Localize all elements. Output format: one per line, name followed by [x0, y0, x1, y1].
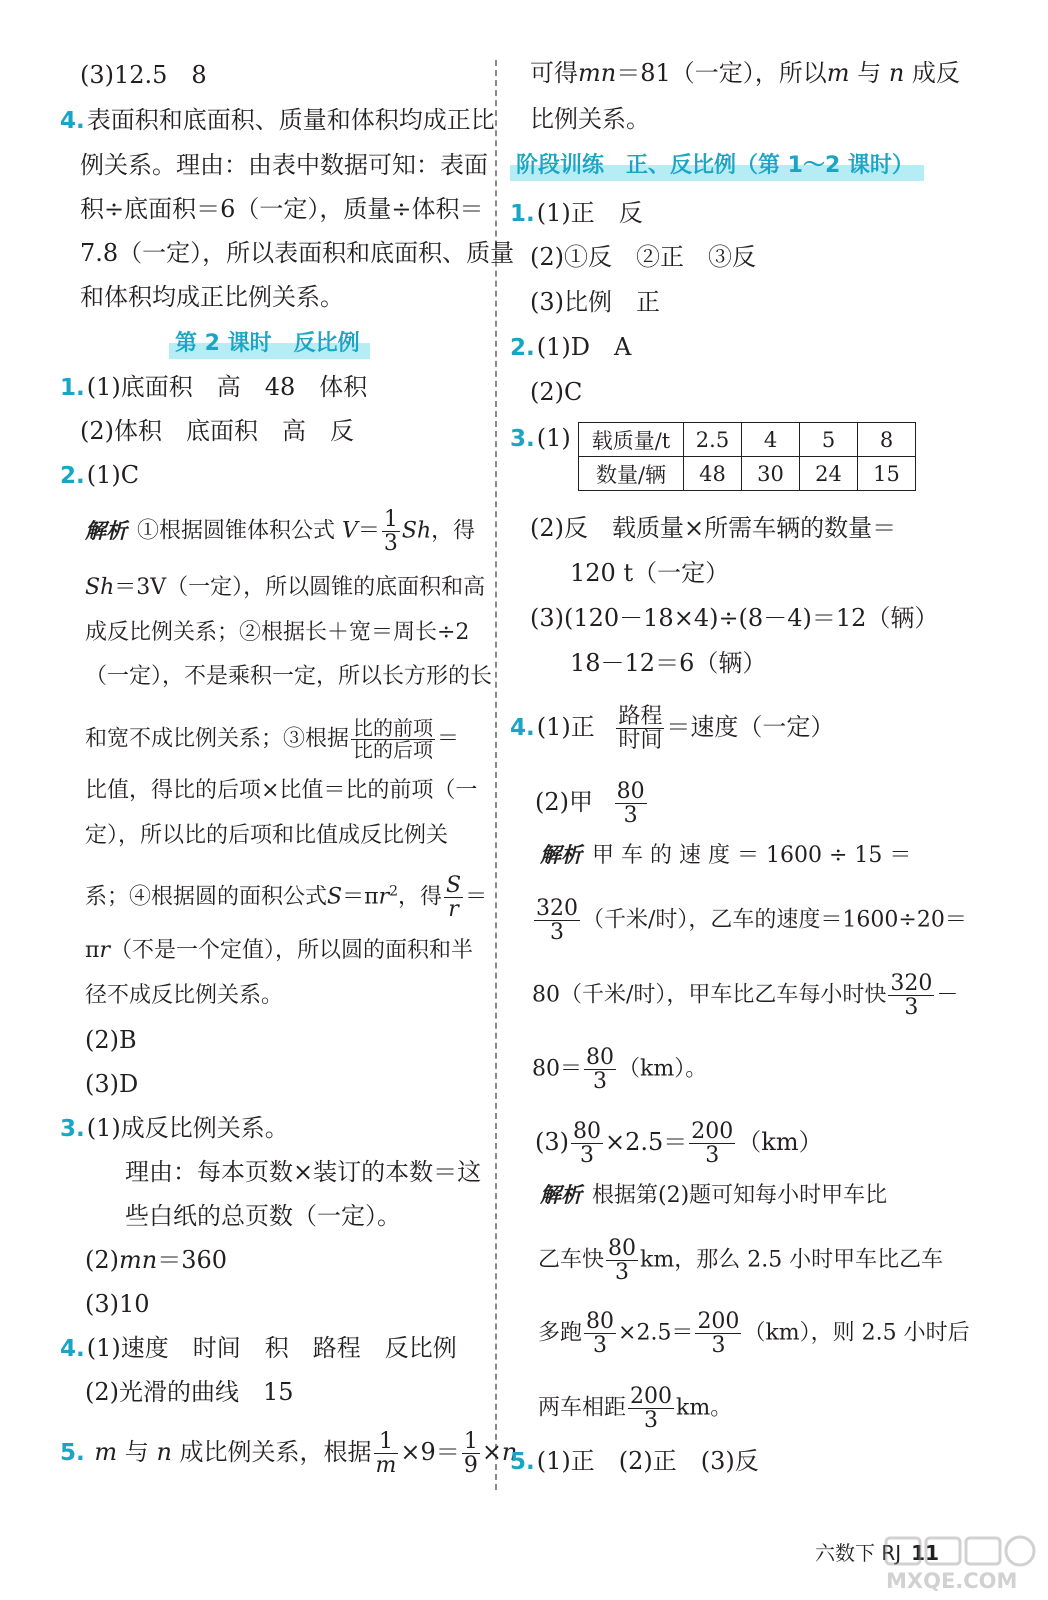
answer-text: (1)正 — [536, 713, 595, 742]
question-4-line — [510, 705, 834, 752]
answer-line: (2)反 载质量×所需车辆的数量＝ — [530, 514, 897, 542]
answer-text: (1)正 反 — [536, 199, 643, 227]
denominator: 3 — [383, 531, 398, 557]
denominator: 3 — [644, 1408, 659, 1434]
analysis-line — [85, 718, 459, 761]
analysis-text: 甲 车 的 速 度 ＝ 1600 ÷ 15 ＝ — [592, 843, 912, 868]
analysis-line — [532, 1046, 707, 1093]
analysis-line — [538, 1237, 943, 1284]
fraction — [382, 508, 400, 555]
fraction — [584, 1310, 616, 1357]
answer-line — [535, 780, 649, 827]
answer-text: (2) — [85, 1246, 119, 1274]
question-number: 4. — [60, 1336, 85, 1362]
question-number: 1. — [60, 375, 85, 401]
analysis-text: 80＝ — [532, 1056, 582, 1082]
analysis-text: 和宽不成比例关系；③根据 — [85, 726, 350, 752]
fraction — [534, 897, 580, 944]
answer-text: ＝速度（一定） — [666, 713, 835, 742]
answer-line: 和体积均成正比例关系。 — [80, 283, 344, 311]
analysis-line: πr（不是一个定值），所以圆的面积和半 — [85, 938, 474, 963]
denominator: 3 — [705, 1143, 720, 1169]
table-cell: 15 — [858, 457, 916, 491]
fraction — [606, 1237, 638, 1284]
table-cell: 2.5 — [684, 423, 742, 457]
answer-text: n — [501, 1438, 518, 1467]
question-5-line: 5. m 与 n 成比例关系，根据 $\frac{1}{m}$ ×9＝ $\frac{1}{9}$ ×n — [60, 1429, 518, 1479]
analysis-text: 80（千米/时），甲车比乙车每小时快 — [532, 982, 887, 1008]
answer-line: (2)光滑的曲线 15 — [85, 1378, 294, 1406]
fraction — [615, 780, 647, 827]
book-label: 六数下 RJ — [815, 1541, 902, 1565]
denominator: 3 — [580, 1143, 594, 1169]
question-3-line — [510, 423, 571, 454]
watermark-shape — [886, 1538, 920, 1564]
answer-line: 些白纸的总页数（一定）。 — [125, 1202, 401, 1230]
table-cell: 24 — [800, 457, 858, 491]
watermark-shape — [926, 1538, 960, 1564]
numerator: 200 — [691, 1119, 734, 1144]
answer-line: (3)(120－18×4)÷(8－4)＝12（辆） — [530, 604, 939, 632]
analysis-line — [85, 573, 485, 603]
page-number: 11 — [911, 1541, 939, 1565]
analysis-text: 多跑 — [538, 1320, 583, 1346]
analysis-label: 解析 — [540, 843, 582, 867]
fraction — [628, 1385, 674, 1432]
analysis-text: ①根据圆锥体积公式 — [137, 518, 336, 544]
answer-text: 成比例关系，根据 — [179, 1438, 372, 1467]
table-cell: 5 — [800, 423, 858, 457]
numerator: 比的前项 — [353, 716, 434, 740]
answer-text: (2)甲 — [535, 788, 593, 817]
analysis-text: Sh — [85, 575, 115, 600]
answer-line: 7.8（一定），所以表面积和底面积、质量 — [80, 239, 515, 267]
column-divider — [495, 60, 497, 1490]
analysis-text: （km），则 2.5 小时后 — [743, 1320, 970, 1346]
analysis-text: 系；④根据圆的面积公式 — [85, 884, 328, 910]
analysis-text: ＝3V（一定），所以圆锥的底面积和高 — [114, 575, 486, 600]
answer-text: 与 — [857, 59, 882, 87]
load-table — [578, 422, 916, 491]
denominator: 3 — [615, 1260, 630, 1286]
denominator: 时间 — [618, 728, 663, 754]
answer-text: 成反 — [911, 59, 960, 87]
answer-text: (1)C — [86, 461, 140, 489]
table-cell: 数量/辆 — [579, 457, 684, 491]
answer-text: ×2.5＝ — [605, 1128, 688, 1157]
question-number: 3. — [510, 426, 535, 452]
fraction — [888, 972, 934, 1019]
section-title-stage-training — [516, 148, 914, 179]
answer-text: (3) — [535, 1128, 569, 1157]
answer-text: (1)正 (2)正 (3)反 — [536, 1447, 759, 1475]
watermark-text: MXQE.COM — [886, 1569, 1018, 1592]
analysis-text: 乙车快 — [538, 1247, 605, 1273]
numerator: 1 — [463, 1429, 478, 1454]
fraction — [571, 1120, 603, 1167]
denominator: r — [448, 897, 459, 923]
section-title-text: 第 2 课时 反比例 — [175, 331, 360, 356]
table-cell: 4 — [742, 423, 800, 457]
question-2-line — [510, 332, 631, 363]
question-4-line — [60, 105, 495, 136]
answer-line: 例关系。理由：由表中数据可知：表面 — [80, 151, 488, 179]
answer-text: ×9＝ — [400, 1438, 460, 1467]
table-cell: 48 — [684, 457, 742, 491]
numerator: 1 — [374, 1430, 399, 1454]
answer-text: 与 — [124, 1438, 149, 1467]
answer-text: (1)速度 时间 积 路程 反比例 — [86, 1334, 457, 1362]
numerator: S — [446, 873, 462, 898]
table-cell: 30 — [742, 457, 800, 491]
numerator: 80 — [616, 779, 645, 804]
answer-line: 18－12＝6（辆） — [570, 649, 767, 677]
question-2-line — [60, 460, 139, 491]
question-number: 4. — [60, 108, 85, 134]
question-number: 5. — [60, 1440, 85, 1467]
watermark-shape — [966, 1538, 1000, 1564]
question-4-line — [60, 1333, 457, 1364]
answer-line: (3)比例 正 — [530, 288, 660, 316]
numerator: 路程 — [618, 704, 663, 729]
table-row — [579, 423, 916, 457]
question-number: 4. — [510, 715, 535, 742]
denominator: 3 — [904, 995, 919, 1021]
fraction — [616, 705, 664, 752]
analysis-text: km。 — [676, 1395, 733, 1421]
analysis-line: 定），所以比的后项和比值成反比例关 — [85, 823, 449, 848]
question-number: 2. — [60, 463, 85, 489]
analysis-line — [532, 897, 967, 944]
answer-text: 表面积和底面积、质量和体积均成正比 — [86, 106, 495, 134]
answer-line: 120 t（一定） — [570, 559, 730, 587]
table-cell: 8 — [858, 423, 916, 457]
denominator: 3 — [550, 920, 564, 946]
fraction — [351, 718, 435, 761]
answer-line: (3)D — [85, 1070, 139, 1098]
analysis-label: 解析 — [540, 1183, 582, 1207]
analysis-line — [538, 1385, 732, 1432]
answer-text: (1) — [536, 424, 571, 452]
answer-text: ＝360 — [157, 1246, 228, 1274]
answer-line: (2)B — [85, 1026, 137, 1054]
question-1-line — [60, 372, 367, 403]
denominator: 比的后项 — [353, 738, 434, 762]
analysis-text: km，那么 2.5 小时甲车比乙车 — [640, 1247, 944, 1273]
answer-line: 可得mn＝81（一定），所以m 与 n 成反 — [530, 59, 960, 87]
analysis-label: 解析 — [85, 518, 127, 543]
numerator: 1 — [383, 507, 398, 532]
denominator: 9 — [463, 1453, 478, 1479]
analysis-text: － — [936, 982, 959, 1008]
answer-line: (2)体积 底面积 高 反 — [80, 417, 354, 445]
question-number: 1. — [510, 201, 535, 227]
analysis-line: 成反比例关系；②根据长＋宽＝周长÷2 — [85, 620, 470, 645]
answer-text: (1)成反比例关系。 — [86, 1114, 289, 1142]
analysis-text: 两车相距 — [538, 1395, 627, 1421]
table-row — [579, 457, 916, 491]
question-number: 3. — [60, 1116, 85, 1142]
analysis-text: （千米/时），乙车的速度＝1600÷20＝ — [582, 907, 967, 933]
analysis-line: 径不成反比例关系。 — [85, 983, 284, 1008]
fraction — [695, 1310, 741, 1357]
answer-line: 积÷底面积＝6（一定），质量÷体积＝ — [80, 195, 484, 223]
answer-line: (2)①反 ②正 ③反 — [530, 243, 756, 271]
analysis-line: 比值，得比的后项×比值＝比的前项（一 — [85, 778, 478, 803]
analysis-line — [540, 840, 911, 871]
question-number: 2. — [510, 335, 535, 361]
analysis-text: （不是一个定值），所以圆的面积和半 — [110, 938, 474, 963]
answer-line: (2)C — [530, 378, 583, 406]
denominator: 3 — [623, 803, 638, 829]
denominator: m — [375, 1453, 397, 1479]
section-title-lesson2 — [175, 326, 360, 357]
answer-text: (1)底面积 高 48 体积 — [86, 373, 368, 401]
answer-line: (3)12.5 8 — [80, 61, 207, 89]
analysis-text: ＝ — [437, 726, 460, 752]
answer-text: （km） — [737, 1128, 823, 1157]
numerator: 80 — [586, 1309, 615, 1334]
analysis-text: ，得 — [398, 884, 443, 910]
denominator: 3 — [711, 1333, 726, 1359]
denominator: 3 — [593, 1069, 607, 1095]
answer-line — [535, 1120, 823, 1167]
fraction — [689, 1120, 735, 1167]
analysis-line — [540, 1180, 887, 1211]
answer-line: 理由：每本页数×装订的本数＝这 — [125, 1158, 482, 1186]
watermark-shape — [1006, 1537, 1034, 1565]
site-watermark-logo — [882, 1534, 1042, 1592]
numerator: 200 — [630, 1384, 673, 1409]
numerator: 200 — [697, 1309, 740, 1334]
answer-line: (3)10 — [85, 1290, 150, 1318]
fraction — [462, 1430, 480, 1477]
answer-line: (2)mn＝360 — [85, 1246, 228, 1274]
denominator: 3 — [593, 1333, 608, 1359]
question-1-line — [510, 198, 643, 229]
fraction — [584, 1046, 616, 1093]
numerator: 80 — [608, 1236, 637, 1261]
table-cell: 载质量/t — [579, 423, 684, 457]
analysis-line: 系；④根据圆的面积公式$S=\pi r^2$，得 $\frac{S}{r}$ ＝ — [85, 873, 488, 923]
analysis-text: （km）。 — [618, 1056, 708, 1082]
numerator: 80 — [586, 1045, 614, 1070]
numerator: 320 — [536, 896, 578, 921]
answer-text: ＝81（一定），所以 — [616, 59, 827, 87]
answer-text: × — [481, 1438, 502, 1467]
analysis-line: （一定），不是乘积一定，所以长方形的长 — [85, 664, 493, 689]
fraction — [444, 874, 463, 921]
numerator: 80 — [573, 1119, 601, 1144]
section-title-text: 阶段训练 正、反比例（第 1～2 课时） — [516, 153, 914, 178]
analysis-line — [538, 1310, 970, 1357]
question-number: 5. — [510, 1449, 535, 1475]
analysis-line: 解析 ①根据圆锥体积公式 V＝ $\frac{1}{3}$ Sh，得 — [85, 507, 476, 557]
analysis-text: 根据第(2)题可知每小时甲车比 — [592, 1183, 888, 1208]
numerator: 320 — [890, 971, 933, 996]
analysis-line — [532, 972, 958, 1019]
analysis-text: ×2.5＝ — [618, 1320, 694, 1346]
question-3-line — [60, 1113, 289, 1144]
fraction — [374, 1430, 399, 1477]
analysis-text: ，得 — [431, 518, 476, 544]
answer-text: (1)D A — [536, 333, 632, 361]
answer-line: 比例关系。 — [530, 105, 650, 133]
question-5-line — [510, 1446, 759, 1477]
answer-text: 可得 — [530, 59, 578, 87]
